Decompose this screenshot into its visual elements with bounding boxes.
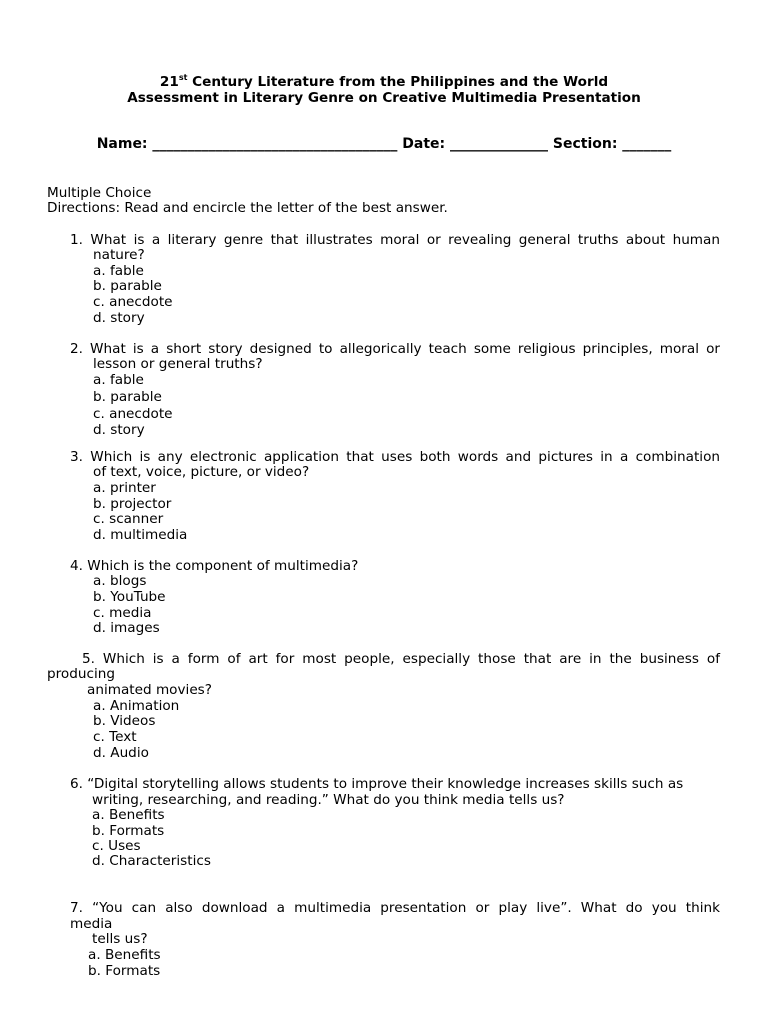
choice-c: c. anecdote bbox=[93, 294, 173, 310]
choice-b: b. parable bbox=[93, 389, 162, 405]
question-text: 6. “Digital storytelling allows students to improve their knowledge increases skills such as bbox=[70, 776, 684, 792]
choice-c: c. Uses bbox=[92, 838, 141, 854]
question-text-continued: of text, voice, picture, or video? bbox=[93, 464, 310, 480]
title-number: 21 bbox=[159, 74, 179, 90]
choice-b: b. projector bbox=[93, 496, 172, 512]
choice-a: a. fable bbox=[93, 372, 144, 388]
choice-a: a. blogs bbox=[93, 573, 147, 589]
question-text: 1. What is a literary genre that illustrates moral or revealing general truths about human bbox=[70, 232, 720, 248]
choice-a: a. Animation bbox=[93, 698, 180, 714]
choice-b: b. Videos bbox=[93, 713, 156, 729]
choice-b: b. Formats bbox=[88, 963, 161, 979]
choice-c: c. anecdote bbox=[93, 406, 173, 422]
choice-b: b. Formats bbox=[92, 823, 165, 839]
document-title bbox=[0, 74, 768, 90]
choice-c: c. media bbox=[93, 605, 152, 621]
question-text-continued: media bbox=[70, 916, 113, 932]
choice-d: d. images bbox=[93, 620, 160, 636]
choice-d: d. Audio bbox=[93, 745, 149, 761]
choice-a: a. Benefits bbox=[88, 947, 161, 963]
section-heading: Multiple Choice bbox=[47, 185, 152, 201]
choice-a: a. fable bbox=[93, 263, 144, 279]
name-date-section-line: Name: ___________________________________ Date: ______________ Section: _______ bbox=[96, 136, 672, 152]
title-text: Century Literature from the Philippines and the World bbox=[187, 74, 609, 90]
question-text-continued: animated movies? bbox=[87, 682, 212, 698]
question-text: 7. “You can also download a multimedia presentation or play live”. What do you think bbox=[70, 900, 720, 916]
choice-d: d. story bbox=[93, 310, 145, 326]
choice-d: d. Characteristics bbox=[92, 853, 211, 869]
title-superscript: st bbox=[178, 73, 188, 82]
choice-b: b. YouTube bbox=[93, 589, 166, 605]
directions: Directions: Read and encircle the letter of the best answer. bbox=[47, 200, 448, 216]
question-text-continued: nature? bbox=[93, 247, 145, 263]
question-text-continued: lesson or general truths? bbox=[93, 356, 263, 372]
question-text: 5. Which is a form of art for most people, especially those that are in the business of bbox=[82, 651, 720, 667]
question-text-continued: tells us? bbox=[92, 931, 148, 947]
choice-a: a. printer bbox=[93, 480, 156, 496]
document-subtitle: Assessment in Literary Genre on Creative Multimedia Presentation bbox=[127, 90, 641, 106]
question-text-continued: producing bbox=[47, 666, 115, 682]
choice-a: a. Benefits bbox=[92, 807, 165, 823]
choice-c: c. Text bbox=[93, 729, 137, 745]
question-text-continued: writing, researching, and reading.” What do you think media tells us? bbox=[92, 792, 565, 808]
choice-d: d. multimedia bbox=[93, 527, 188, 543]
question-text: 4. Which is the component of multimedia? bbox=[70, 558, 359, 574]
choice-d: d. story bbox=[93, 422, 145, 438]
question-text: 2. What is a short story designed to allegorically teach some religious principles, moral or bbox=[70, 341, 720, 357]
choice-b: b. parable bbox=[93, 278, 162, 294]
question-text: 3. Which is any electronic application that uses both words and pictures in a combination bbox=[70, 449, 720, 465]
choice-c: c. scanner bbox=[93, 511, 164, 527]
